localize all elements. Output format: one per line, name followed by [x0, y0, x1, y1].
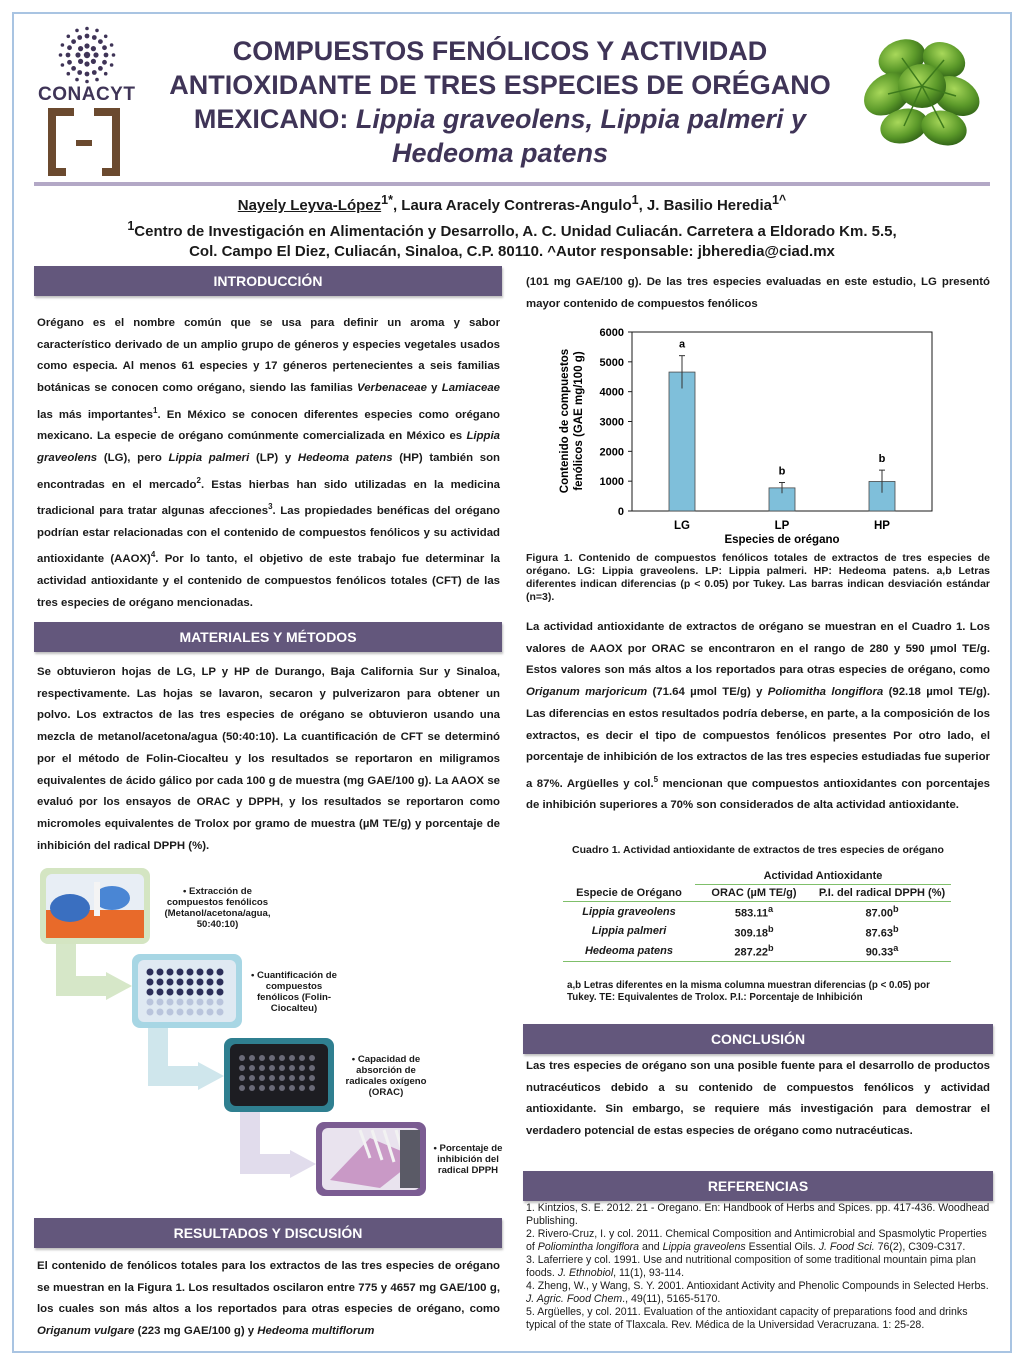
title-line-2: ANTIOXIDANTE DE TRES ESPECIES DE ORÉGANO	[169, 70, 831, 100]
authors-block	[30, 190, 994, 262]
table-cell-orac: 287.22$^b$	[734, 943, 774, 959]
ciad-logo-icon	[48, 108, 120, 176]
table-cell-species: Lippia palmeri	[591, 925, 667, 938]
figure-1-caption: Figura 1. Contenido de compuestos fenólicos totales de extractos de tres especies de orégano. LG: Lippia graveolens. LP: Lippia palmeri. HP: Hedeoma patens. a,b Letras diferentes indican diferencias (p < 0.05) por Tukey. Las barras indican desviación estándar (n=3).	[526, 552, 990, 603]
section-header-conclusion: CONCLUSIÓN	[523, 1024, 993, 1054]
conacyt-logo-text: CONACYT	[38, 84, 136, 105]
results-paragraph-continued: (101 mg GAE/100 g). De las tres especies evaluadas en este estudio, LG presentó mayor contenido de compuestos fenólicos	[526, 276, 990, 310]
chart-y-tick-label: 1000	[599, 476, 624, 489]
chart-bar-lg	[669, 372, 695, 511]
chart-y-axis-label-line-1: Contenido de compuestos	[559, 348, 571, 494]
author-third: , J. Basilio Heredia	[638, 197, 772, 214]
table-cell-dpph: 90.33$^a$	[865, 943, 899, 959]
section-header-methods: MATERIALES Y MÉTODOS	[34, 622, 502, 652]
header-divider	[34, 182, 990, 186]
author-lead-sup: 1*	[381, 193, 393, 207]
conacyt-logo-icon	[58, 26, 116, 84]
chart-x-tick-label: LG	[674, 520, 690, 532]
table-col-orac: ORAC (µM TE/g)	[711, 887, 797, 899]
antioxidant-table	[563, 868, 951, 962]
chart-y-tick-label: 2000	[599, 446, 624, 459]
chart-y-axis-label-line-2: fenólicos (GAE mg/100 g)	[573, 351, 585, 491]
table-row	[563, 922, 951, 942]
authors-line	[30, 190, 994, 216]
results-paragraph-1: El contenido de fenólicos totales para los extractos de las tres especies de orégano se muestran en la Figura 1. Los resultados oscilaron entre 775 y 4657 mg GAE/100 g, los cuales son más altos a los reportados para otras especies de orégano, como Origanum vulgare (223 mg GAE/100 g) y Hedeoma multiflorum	[37, 1260, 500, 1338]
table-1-caption: Cuadro 1. Actividad antioxidante de extractos de tres especies de orégano	[572, 844, 944, 856]
chart-x-tick-label: HP	[874, 520, 890, 532]
poster-title	[150, 34, 850, 170]
title-line-3-italic: Lippia graveolens, Lippia palmeri y	[355, 104, 807, 134]
section-header-references: REFERENCIAS	[523, 1171, 993, 1201]
section-header-intro: INTRODUCCIÓN	[34, 266, 502, 296]
table-group-header-row	[563, 868, 951, 885]
chart-y-tick-label: 0	[617, 506, 624, 518]
chart-y-tick-label: 4000	[599, 386, 624, 399]
author-second-sup: 1	[631, 193, 639, 207]
references-list	[526, 1202, 990, 1332]
table-header-row	[563, 885, 951, 902]
flow-step-2-label: • Cuantificación de compuestos fenólicos (Folin-Ciocalteu)	[251, 970, 337, 1014]
table-cell-dpph: 87.00$^b$	[865, 904, 899, 920]
affiliation-line-2: Col. Campo El Diez, Culiacán, Sinaloa, C.P. 80110. ^Autor responsable: jbheredia@ciad.mx	[189, 243, 835, 260]
table-col-dpph: P.I. del radical DPPH (%)	[818, 887, 946, 899]
phenolics-bar-chart	[550, 322, 950, 552]
affiliation-line-1	[30, 216, 994, 242]
flow-step-1-label: • Extracción de compuestos fenólicos (Metanol/acetona/agua, 50:40:10)	[164, 886, 271, 930]
reference-item: 4. Zheng, W., y Wang, S. Y. 2001. Antioxidant Activity and Phenolic Compounds in Selected Herbs. J. Agric. Food Chem., 49(11), 5165-5170.	[526, 1280, 989, 1305]
author-third-sup: 1^	[771, 193, 787, 207]
reference-item: 5. Argüelles, y col. 2011. Evaluation of the antioxidant capacity of preparations food and drinks typical of the state of Tlaxcala. Rev. Médica de la Universidad Veracruzana. 1: 25-28.	[526, 1306, 968, 1331]
chart-x-tick-label: LP	[774, 520, 790, 532]
reference-item: 3. Laferriere y col. 1991. Use and nutritional composition of some traditional mountain pima plan foods. J. Ethnobiol, 11(1), 93-114.	[526, 1254, 976, 1279]
table-cell-species: Hedeoma patens	[584, 945, 674, 958]
title-line-4	[150, 136, 850, 170]
table-row	[563, 941, 951, 961]
flow-step-4-label: • Porcentaje de inhibición del radical DPPH	[433, 1143, 503, 1176]
table-cell-species: Lippia graveolens	[582, 905, 676, 918]
oregano-leaves-image	[858, 30, 988, 150]
author-second: , Laura Aracely Contreras-Angulo	[392, 197, 632, 214]
reference-item: 1. Kintzios, S. E. 2012. 21 - Oregano. En: Handbook of Herbs and Spices. pp. 417-436. Woodhead Publishing.	[526, 1202, 990, 1227]
reference-item: 2. Rivero-Cruz, I. y col. 2011. Chemical Composition and Antimicrobial and Spasmolytic Properties of Poliomintha longiflora and Lippia graveolens Essential Oils. J. Food Sci. 76(2), C309-C317.	[526, 1228, 987, 1253]
title-line-4-italic: Hedeoma patens	[391, 138, 609, 168]
table-1-note: a,b Letras diferentes en la misma columna muestran diferencias (p < 0.05) por Tukey. TE: Equivalentes de Trolox. P.I.: Porcentaje de Inhibición	[567, 980, 930, 1003]
chart-significance-letter: a	[678, 338, 686, 351]
chart-y-tick-label: 3000	[599, 416, 624, 429]
table-cell-orac: 309.18$^b$	[734, 923, 774, 940]
chart-x-axis-label: Especies de orégano	[724, 534, 840, 546]
intro-paragraph: Orégano es el nombre común que se usa para definir un aroma y sabor característico derivado de un amplio grupo de géneros y especies vegetales usados como especia. Al menos 61 especies y 17 géneros pertenecientes a seis familias botánicas se conocen como orégano, siendo las familias Verbenaceae y Lamiaceae las más importantes$^1$. En México se conocen diferentes especies como orégano mexicano. La especie de orégano comúnmente comercializada en México es Lippia graveolens (LG), pero Lippia palmeri (LP) y Hedeoma patens (HP) también son encontradas en el mercado$^2$. Estas hierbas han sido utilizadas en la medicina tradicional para tratar algunas afecciones$^3$. Las propiedades benéficas del orégano podrían estar relacionadas con el contenido de compuestos fenólicos y su actividad antioxidante (AAOX)$^4$. Por lo tanto, el objetivo de este trabajo fue determinar la actividad antioxidante y el contenido de compuestos fenólicos totales (CFT) de las tres especies de orégano mencionadas.	[37, 317, 501, 609]
table-cell-orac: 583.11$^a$	[734, 904, 774, 920]
methods-paragraph: Se obtuvieron hojas de LG, LP y HP de Durango, Baja California Sur y Sinaloa, respectivamente. Las hojas se lavaron, secaron y pulverizaron para obtener un polvo. Los extractos de las tres especies de orégano se obtuvieron usando una mezcla de metanol/acetona/agua (50:40:10). La cuantificación de CFT se determinó por el método de Folin-Ciocalteu y los resultados se reportaron en miligramos equivalentes de ácido gálico por cada 100 g de muestra (mg GAE/100 g). La AAOX se evaluó por los ensayos de ORAC y DPPH, y los resultados se reportaron como micromoles equivalentes de Trolox por gramo de muestra (µM TE/g) y porcentaje de inhibición del radical DPPH (%).	[37, 666, 500, 852]
chart-significance-letter: b	[878, 453, 886, 466]
affiliation-text-1: Centro de Investigación en Alimentación y Desarrollo, A. C. Unidad Culiacán. Carretera a Eldorado Km. 5.5,	[134, 223, 897, 240]
flow-step-3-label: • Capacidad de absorción de radicales oxígeno (ORAC)	[345, 1054, 427, 1098]
chart-y-tick-label: 6000	[599, 327, 624, 339]
table-group-header: Actividad Antioxidante	[695, 868, 951, 885]
chart-significance-letter: b	[778, 465, 786, 478]
chart-y-tick-label: 5000	[599, 356, 624, 369]
title-line-1: COMPUESTOS FENÓLICOS Y ACTIVIDAD	[232, 36, 768, 66]
title-line-3-plain: MEXICANO:	[193, 104, 356, 134]
author-lead: Nayely Leyva-López	[237, 197, 382, 214]
table-cell-dpph: 87.63$^b$	[865, 923, 899, 940]
title-line-3	[150, 102, 850, 136]
results-paragraph-antioxidant: La actividad antioxidante de extractos de orégano se muestran en el Cuadro 1. Los valores de AAOX por ORAC se encontraron en el rango de 280 y 590 µmol TE/g. Estos valores son más altos a los reportados para otras especies de orégano, como Origanum marjoricum (71.64 µmol TE/g) y Poliomitha longiflora (92.18 µmol TE/g). Las diferencias en estos resultados podría deberse, en parte, a la composición de los extractos, es decir el tipo de compuestos fenólicos presentes Por otro lado, el porcentaje de inhibición de los extractos de las tres especies estudiadas fue superior a 87%. Argüelles y col.$^5$ mencionan que compuestos antioxidantes con porcentajes de inhibición superiores a 70% son considerados de alta actividad antioxidante.	[526, 621, 990, 812]
table-row	[563, 902, 951, 922]
table-col-species: Especie de Orégano	[576, 886, 682, 899]
affiliation-sup: 1	[127, 219, 135, 233]
section-header-results: RESULTADOS Y DISCUSIÓN	[34, 1218, 502, 1248]
conclusion-paragraph: Las tres especies de orégano son una posible fuente para el desarrollo de productos nutracéuticos debido a su contenido de compuestos fenólicos y actividad antioxidante. Sin embargo, se requiere más investigación para demostrar el verdadero potencial de estas especies de orégano como nutracéuticas.	[526, 1060, 990, 1138]
